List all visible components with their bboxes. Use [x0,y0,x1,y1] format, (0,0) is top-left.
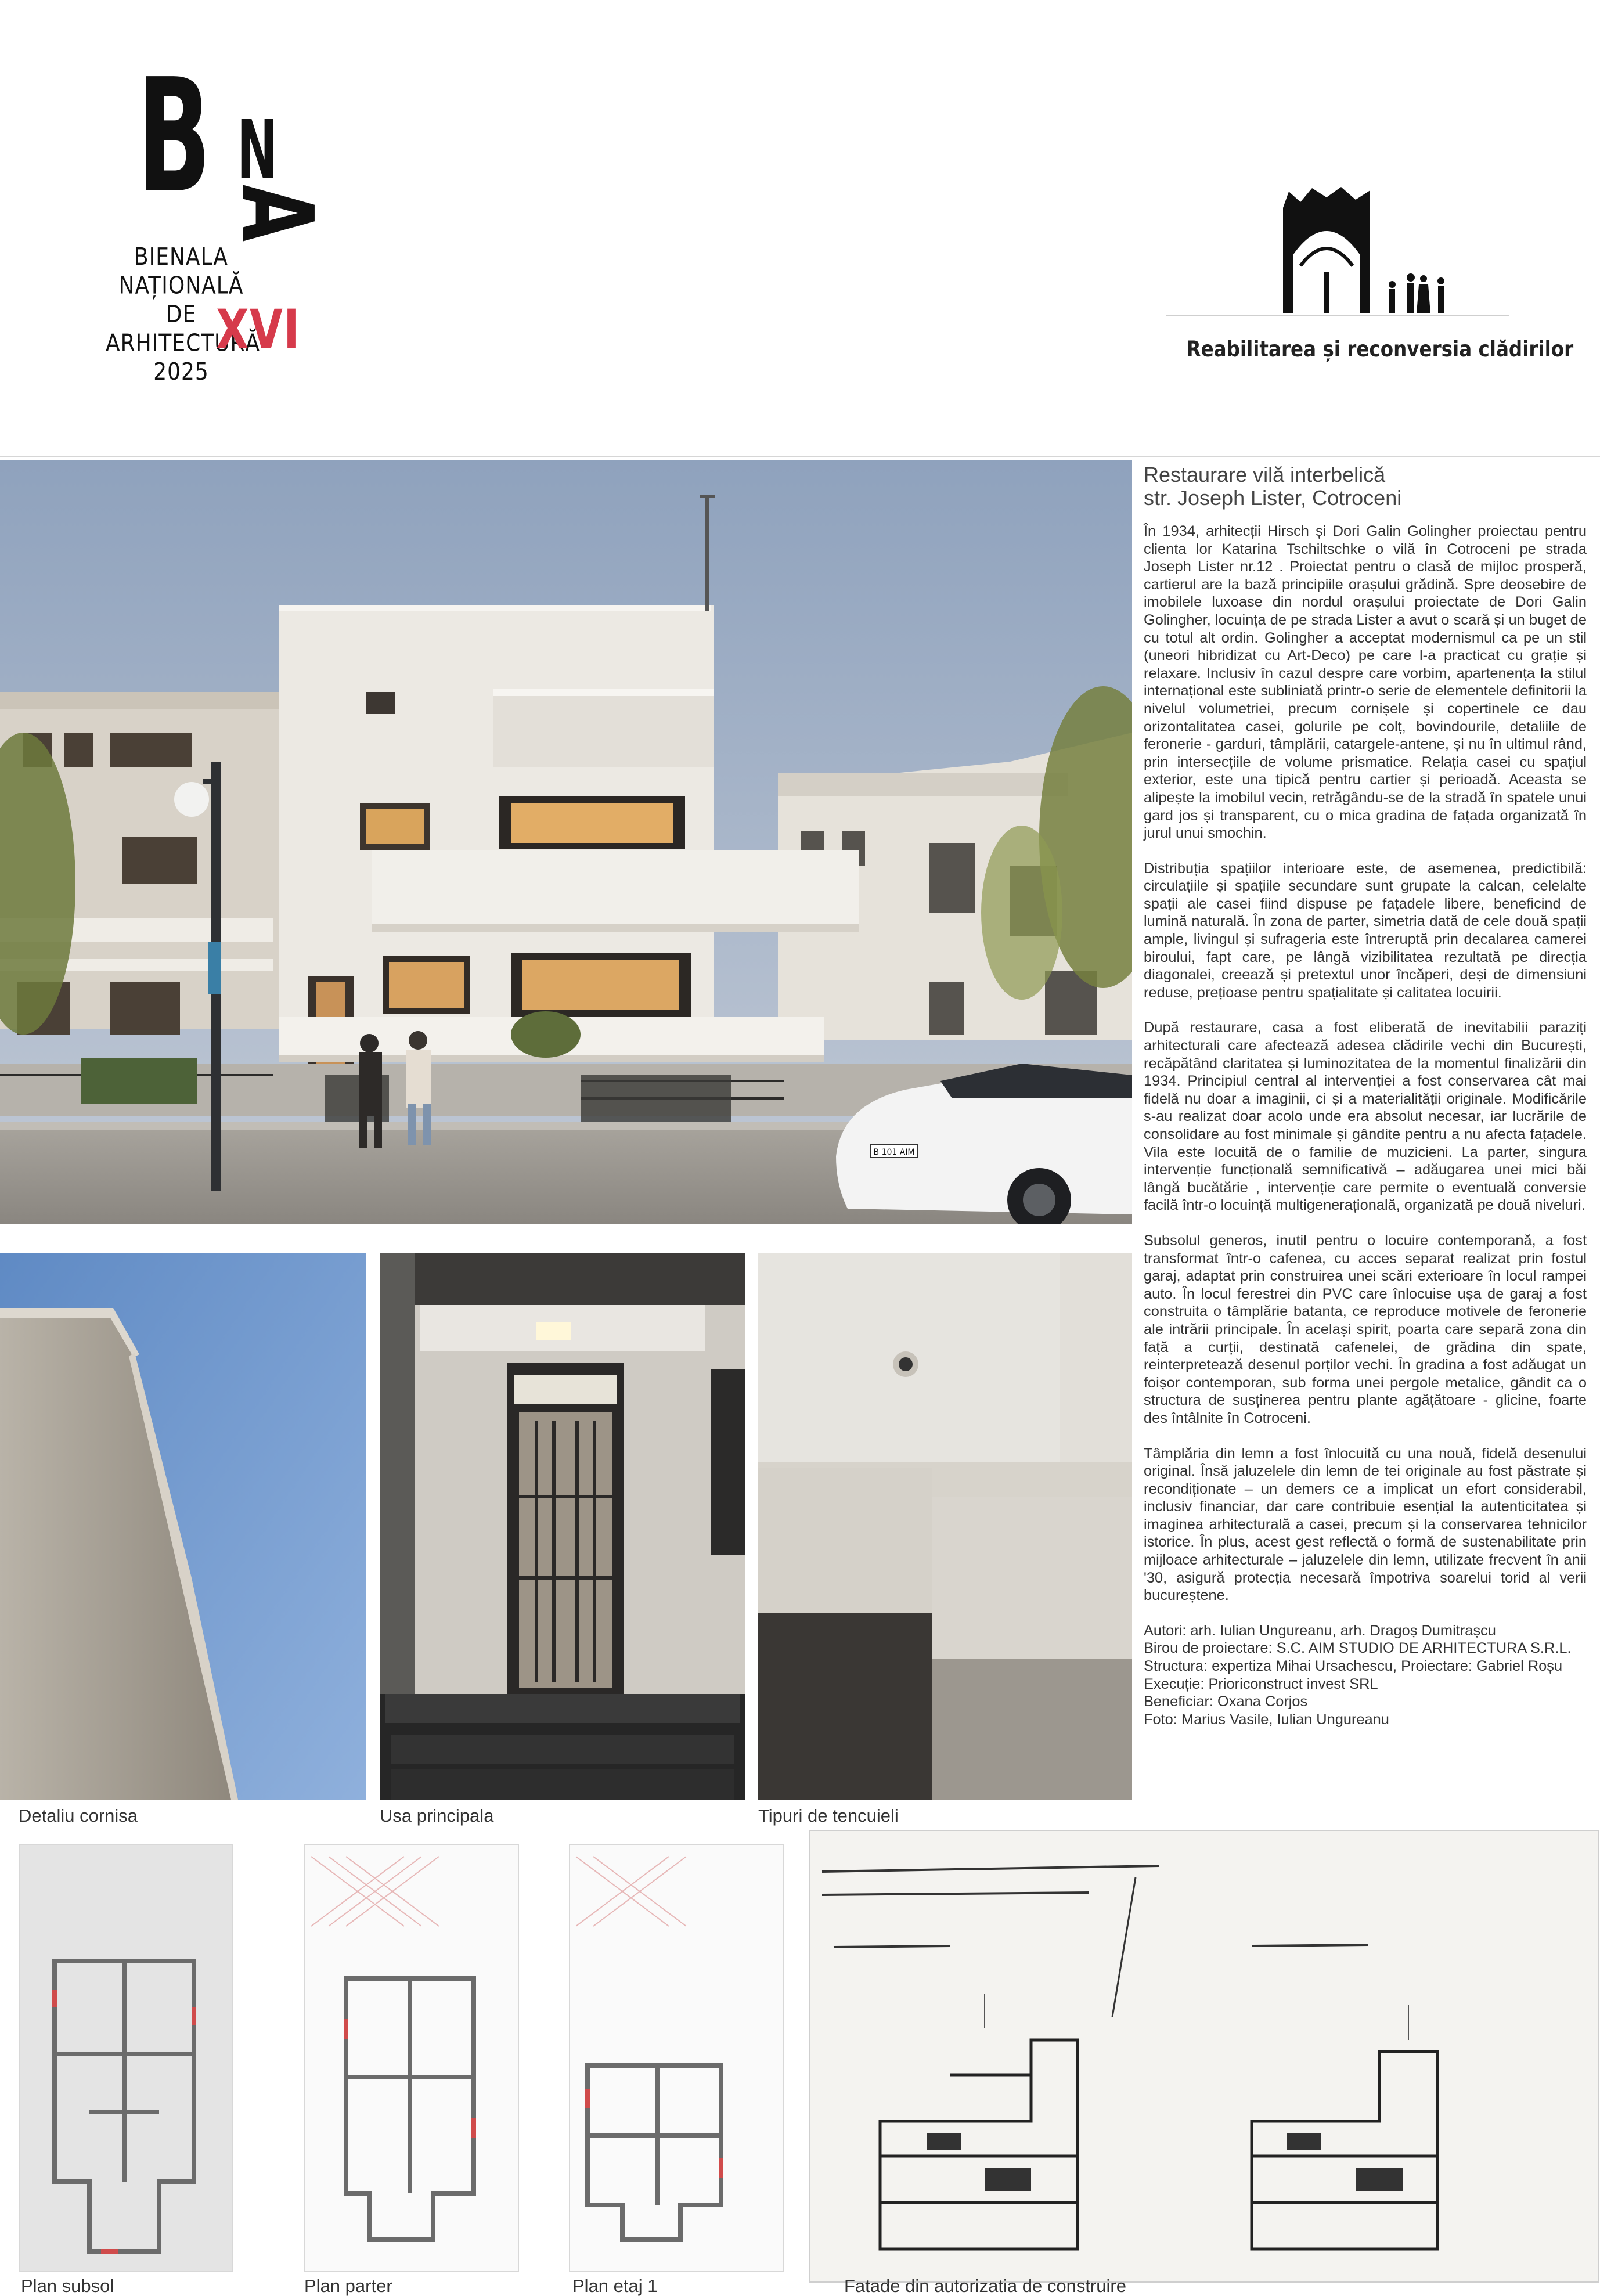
credit-line: Autori: arh. Iulian Ungureanu, arh. Dragoș Dumitrașcu [1144,1622,1496,1639]
first-floor-plan [569,1844,784,2272]
cornice-detail-photo [0,1253,366,1800]
paragraph: Distribuția spațiilor interioare este, de asemenea, predictibilă: circulațiile și spațiile secundare sunt grupate la calcan, celelalte spații ale casei fiind dispuse pe fațadele libere, beneficind de lumină naturală. În zona de parter, simetria dată de cele două spații ample, livingul și sufrageria este întreruptă prin decalarea camerei biroului, fapt care, pe lângă vizibilitatea rezultată pe direcția diagonalei, creează și pretextul unor încăperi, deși de dimensiuni reduse, prețioase pentru spațialitate și calitatea locuirii. [1144,860,1587,1001]
project-title-line1: Restaurare vilă interbelică [1144,463,1386,486]
caption-floor1-plan: Plan etaj 1 [572,2276,658,2296]
logo-line: ARHITECTURĂ [106,329,261,357]
caption-plaster: Tipuri de tencuieli [758,1805,899,1826]
main-facade-photo [0,460,1132,1224]
caption-ground-plan: Plan parter [304,2276,392,2296]
header-divider [0,456,1600,457]
edition-number: XVI [216,298,301,362]
logo-line: NAȚIONALĂ [118,272,244,300]
logo-line: 2025 [153,358,209,386]
logo-letter-n: N [237,103,278,198]
paragraph: Tâmplăria din lemn a fost înlocuită cu una nouă, fidelă desenului original. Însă jaluzelele din lemn de tei originale au fost păstrate și recondiționate – un demers ce a implicat un efort considerabil, inclusiv financiar, dar care contribuie esențial la autenticitatea și imaginea arhitecturală a casei, precum și la conservarea tehnicilor istorice. În plus, acest gest reflectă o formă de sustenabilitate prin mijloace arhitecturale – jaluzelele din lemn, utilizate frecvent în anii '30, asigură protecția necesară împotriva soarelui torid al verii bucureștene. [1144,1445,1587,1604]
arch-colonnade-icon [1277,185,1451,318]
historical-facades-drawing [809,1830,1599,2283]
credit-line: Birou de proiectare: S.C. AIM STUDIO DE ARHITECTURA S.R.L. [1144,1640,1572,1657]
main-door-photo [380,1253,745,1800]
credit-line: Structura: expertiza Mihai Ursachescu, Proiectare: Gabriel Roșu [1144,1658,1563,1675]
caption-cornice: Detaliu cornisa [19,1805,138,1826]
caption-door: Usa principala [380,1805,494,1826]
plaster-types-photo [758,1253,1132,1800]
caption-basement-plan: Plan subsol [21,2276,114,2296]
credits [1144,1622,1587,1729]
paragraph: Subsolul generos, inutil pentru o locuire contemporană, a fost transformat într-o cafenea, cu acces separat realizat prin fostul garaj, adaptat prin construirea unei scări exterioare în locul rampei auto. În locul ferestrei din PVC care înlocuise ușa de garaj a fost construita o tâmplărie batanta, ce reproduce motivele de feronerie ale intrării principale. În același spirit, poarta care separă zona din față a curții, destinată cafenelei, de grădina din spate, reinterpretează desenul porților vechi. În gradina a fost adăugat un foișor contemporan, sub forma unei pergole metalice, gândit ca o structura de susținerea pentru plante agățătoare - glicine, foarte des întâlnite în Cotroceni. [1144,1232,1587,1426]
credit-line: Execuție: Prioriconstruct invest SRL [1144,1675,1378,1692]
project-title [1144,463,1587,510]
category-divider [1166,315,1509,316]
car-plate: B 101 AIM [873,1148,915,1157]
logo-line: BIENALA [134,243,229,271]
logo-letter-b: B [137,45,211,228]
basement-plan [19,1844,233,2272]
project-description [1144,463,1587,1728]
credit-line: Foto: Marius Vasile, Iulian Ungureanu [1144,1711,1389,1728]
paragraph: După restaurare, casa a fost eliberată de inevitabilii paraziți arhitecturali care afectează adesea clădirile vechi din București, recăpătând claritatea și luminozitatea de la momentul finalizării din 1934. Principiul central al intervenției a fost conservarea cât mai fidelă nu doar a imaginii, ci și a materialității originale. Modificările s-au realizat doar acolo unde era absolut necesar, iar lucrările de consolidare au fost minimale și gândite pentru a nu afecta fațadele. Vila este locuită de o familie de muzicieni. La parter, singura intervenție funcțională semnificativă – adăugarea unei mici băi lângă bucătărie , intervenție care permite o eventuală conversie facilă într-o locuință multigenerațională, organizată pe două niveluri. [1144,1019,1587,1214]
caption-facades: Fatade din autorizatia de construire [844,2276,1126,2296]
project-title-line2: str. Joseph Lister, Cotroceni [1144,486,1402,510]
logo-letter-a: A [219,184,334,242]
logo-line: DE [165,301,197,329]
category-title: Reabilitarea și reconversia clădirilor [1186,337,1574,362]
paragraph: În 1934, arhitecții Hirsch și Dori Galin Golingher proiectau pentru clienta lor Katarina Tschiltschke o vilă în Cotroceni pe strada Joseph Lister nr.12 . Proiectat pentru o clasă de mijloc prosperă, cartierul are la bază principiile orașului grădină. Spre deosebire de imobilele luxoase din nordul orașului proiectate de Dori Galin Golingher, locuința de pe strada Lister a avut o scară și un buget de cu totul alt ordin. Golingher a acceptat modernismul ca pe un stil (uneori hibridizat cu Art-Deco) pe care l-a practicat cu grație și relaxare. Inclusiv în cazul despre care vorbim, apartenența la stilul internațional este subliniată printr-o serie de elementele definitorii la nivelul volumetriei, precum cornișele și copertinele ce dau orizontalitatea casei, golurile pe colț, bovindourile, detaliile de feronerie - garduri, tâmplării, catargele-antene, și nu în ultimul rând, prin intersecțiile de volume prismatice. Relația casei cu spațiul exterior, este una tipică pentru cartier și perioadă. Aceasta se alipește la imobilul vecin, retrăgându-se de la stradă în spatele unui gard jos și transparent, cu o mica gradina de fațada organizată în jurul unui smochin. [1144,523,1587,842]
ground-floor-plan [304,1844,519,2272]
credit-line: Beneficiar: Oxana Corjos [1144,1693,1308,1710]
